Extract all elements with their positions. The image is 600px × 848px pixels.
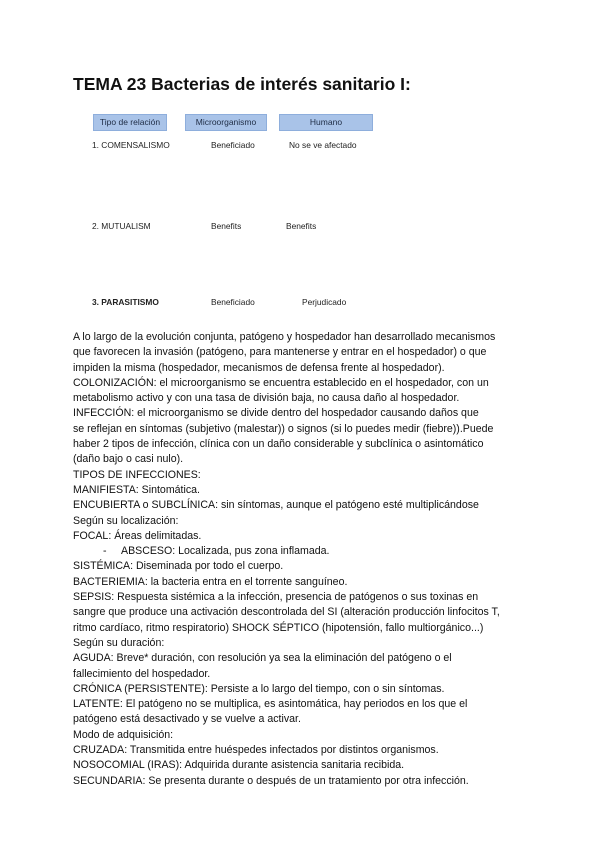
row-tipo: 1. COMENSALISMO [92,140,170,150]
body-line: COLONIZACIÓN: el microorganismo se encuentra establecido en el hospedador, con un [73,376,489,389]
body-line: CRÓNICA (PERSISTENTE): Persiste a lo largo del tiempo, con o sin síntomas. [73,682,445,695]
body-line: Según su localización: [73,514,179,527]
page-title: TEMA 23 Bacterias de interés sanitario I: [73,74,411,94]
row-microorganismo: Benefits [211,221,242,231]
row-microorganismo: Beneficiado [211,140,255,150]
bullet-text: ABSCESO: Localizada, pus zona inflamada. [121,545,330,558]
table-header-tipo: Tipo de relación [93,114,167,131]
body-line: ritmo cardíaco, ritmo respiratorio) SHOCK SÉPTICO (hipotensión, fallo multiorgánico...) [73,621,484,634]
row-microorganismo: Beneficiado [211,297,255,307]
body-line: MANIFIESTA: Sintomática. [73,483,200,496]
row-tipo: 3. PARASITISMO [92,297,159,307]
body-line: ENCUBIERTA o SUBCLÍNICA: sin síntomas, aunque el patógeno esté multiplicándose [73,499,479,512]
body-line: Según su duración: [73,636,165,649]
body-line: metabolismo activo y con una tasa de división baja, no causa daño al hospedador. [73,392,460,405]
body-line: se reflejan en síntomas (subjetivo (malestar)) o signos (si lo puedes medir (fiebre)).Puede [73,422,494,435]
row-tipo: 2. MUTUALISM [92,221,151,231]
body-line: haber 2 tipos de infección, clínica con un daño considerable y subclínica o asintomático [73,438,484,451]
body-line: (daño bajo o casi nulo). [73,453,184,466]
body-line: CRUZADA: Transmitida entre huéspedes infectados por distintos organismos. [73,744,439,757]
table-header-humano: Humano [279,114,373,131]
row-humano: Perjudicado [302,297,347,307]
body-line: sangre que produce una activación descontrolada del SI (alteración producción linfocitos T, [73,606,500,619]
body-line: LATENTE: El patógeno no se multiplica, es asintomática, hay periodos en los que el [73,698,468,711]
body-line: A lo largo de la evolución conjunta, patógeno y hospedador han desarrollado mecanismos [73,331,496,343]
table-header-microorganismo: Microorganismo [185,114,267,131]
row-humano: No se ve afectado [289,140,357,150]
body-line: FOCAL: Áreas delimitadas. [73,529,202,542]
bullet-item [73,544,593,559]
body-line: SEPSIS: Respuesta sistémica a la infección, presencia de patógenos o sus toxinas en [73,591,479,604]
body-line: SECUNDARIA: Se presenta durante o después de un tratamiento por otra infección. [73,774,469,787]
body-line: que favorecen la invasión (patógeno, para mantenerse y entrar en el hospedador) o que [73,346,487,359]
body-text [73,330,593,789]
body-line: Modo de adquisición: [73,728,174,741]
body-line: NOSOCOMIAL (IRAS): Adquirida durante asistencia sanitaria recibida. [73,759,405,772]
body-line: impiden la misma (hospedador, mecanismos de defensa frente al hospedador). [73,361,445,374]
row-humano: Benefits [286,221,317,231]
body-line: AGUDA: Breve* duración, con resolución ya sea la eliminación del patógeno o el [73,652,452,665]
body-line: SISTÉMICA: Diseminada por todo el cuerpo. [73,560,284,573]
bullet-marker: - [103,545,107,558]
body-line: BACTERIEMIA: la bacteria entra en el torrente sanguíneo. [73,575,348,588]
body-line: INFECCIÓN: el microorganismo se divide dentro del hospedador causando daños que [73,407,479,420]
body-line: fallecimiento del hospedador. [73,667,211,680]
body-line: TIPOS DE INFECCIONES: [73,468,201,481]
body-line: patógeno está desactivado y se vuelve a activar. [73,713,301,726]
